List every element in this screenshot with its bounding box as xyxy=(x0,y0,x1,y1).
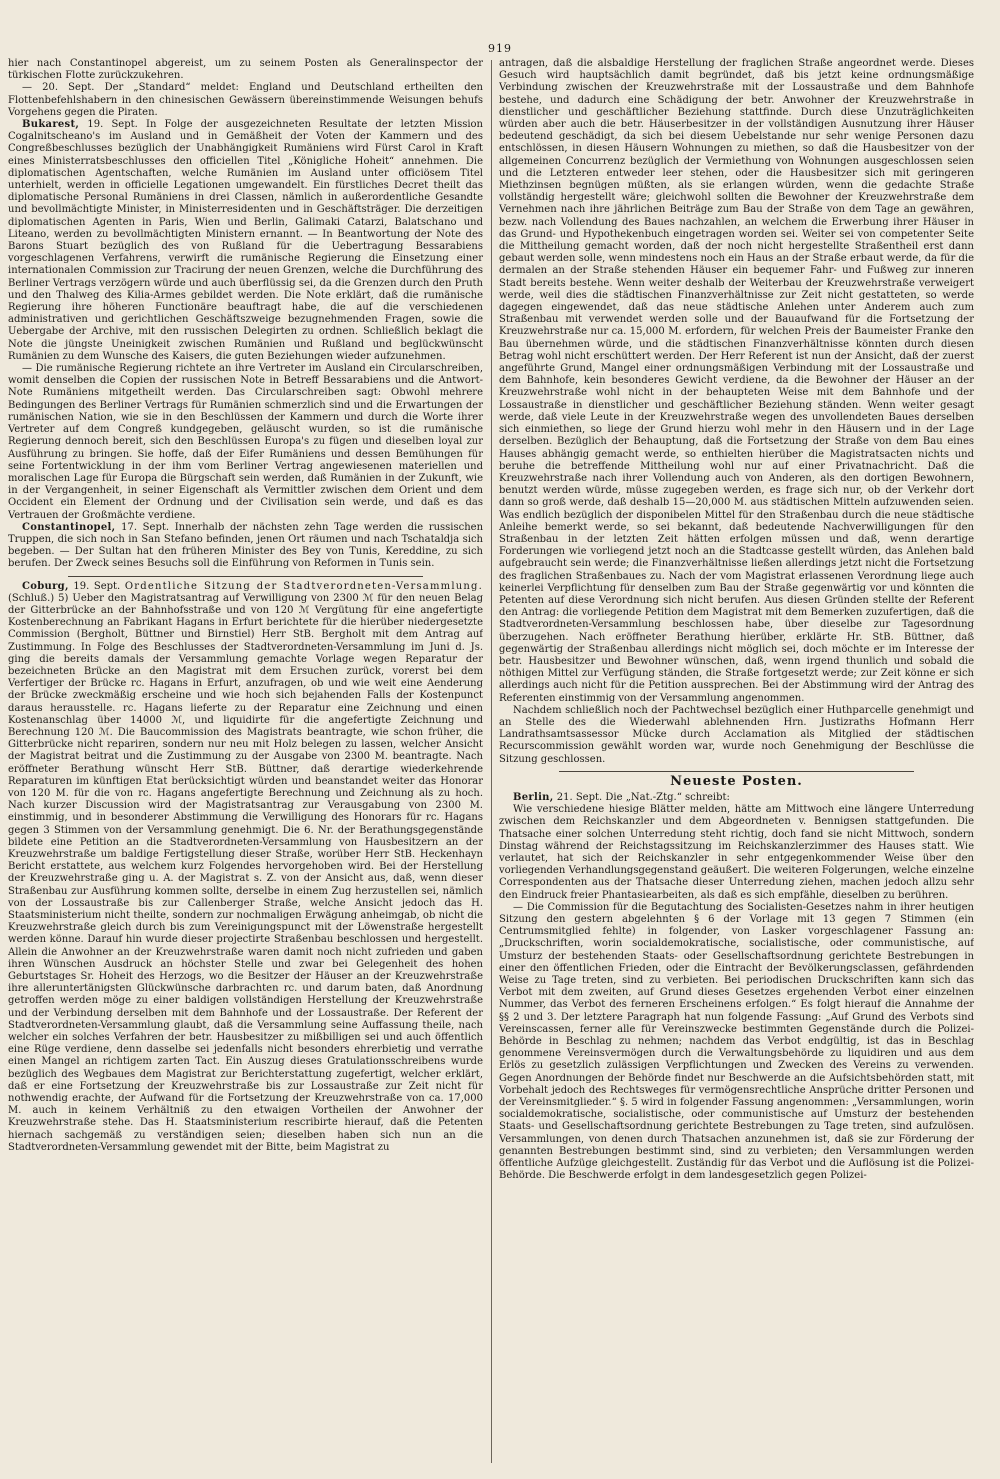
article-text: (Schluß.) 5) Ueber den Magistratsantrag auf Verwilligung von 2300 ℳ für den neuen Belag der Gitterbrücke an der Bahnhofsstraße und von 120 ℳ Vergütung für eine angefertigte Kostenberechnung an Fabrikant Hagans in Erfurt berichtete für die hierüber niedergesetzte Commission (Bergholt, Büttner und Birnstiel) Herr StB. Bergholt mit dem Antrag auf Zustimmung. In Folge des Beschlusses der Stadtverordneten-Versammlung im Juni d. Js. ging die bereits damals der Versammlung gemachte Vorlage wegen Reparatur der bezeichneten Brücke an den Magistrat mit dem Ersuchen zurück, vorerst bei dem Verfertiger der Brücke rc. Hagans in Erfurt, anzufragen, ob und wie weit eine Aenderung der Brücke zweckmäßig erscheine und wie hoch sich bejahenden Falls der Kostenpunct daraus herausstelle. rc. Hagans lieferte zu der Reparatur eine Zeichnung und einen Kostenanschlag über 14000 ℳ, und liquidirte für die angefertigte Zeichnung und Berechnung 120 ℳ. Die Baucommission des Magistrats beantragte, wie schon früher, die Gitterbrücke nicht repariren, sondern nur neu mit Holz belegen zu lassen, welcher Ansicht der Magistrat beitrat und die Zustimmung zu der Ausgabe von 2300 M. beantragte. Nach eröffneter Berathung wünscht Herr StB. Büttner, daß derartige wiederkehrende Reparaturen im künftigen Etat berücksichtigt würden und beanstandet weiter das Honorar von 120 M. für die von rc. Hagans angefertigte Berechnung und Zeichnung als zu hoch. Nach kurzer Discussion wird der Magistratsantrag zur Verausgabung von 2300 M. einstimmig, und in besonderer Abstimmung die Verwilligung des Honorars für rc. Hagans gegen 3 Stimmen von der Versammlung genehmigt. Die 6. Nr. der Berathungsgegenstände bildete eine Petition an die Stadtverordneten-Versammlung von Hausbesitzern an der Kreuzwehrstraße um baldige Fertigstellung dieser Straße, worüber Herr StB. Heckenhayn Bericht erstattete, aus welchem kurz Folgendes hervorgehoben wird. Bei der Herstellung der Kreuzwehrstraße ging u. A. der Magistrat s. Z. von der Ansicht aus, daß, wenn dieser Straßenbau zur Ausführung kommen sollte, derselbe in einem Zug herzustellen sei, nämlich von der Lossaustraße bis zur Callenberger Straße, welche Ansicht jedoch das H. Staatsministerium nicht theilte, sondern zur nochmaligen Erwägung anheimgab, ob nicht die Kreuzwehrstraße gleich durch bis zum Vereinigungspunct mit der Löwenstraße hergestellt werden könne. Darauf hin wurde dieser projectirte Straßenbau beschlossen und hergestellt. Allein die Anwohner an der Kreuzwehrstraße waren damit noch nicht zufrieden und gaben ihren Wünschen Ausdruck an höchster Stelle und zwar bei Gelegenheit des hohen Geburtstages Sr. Hoheit des Herzogs, wo die Besitzer der Häuser an der Kreuzwehrstraße ihre alleruntertänigsten Glückwünsche darbrachten rc. und darum baten, daß Anordnung getroffen werden möge zu einer baldigen vollständigen Herstellung der Kreuzwehrstraße und der Verbindung derselben mit dem Bahnhofe und der Lossaustraße. Der Referent der Stadtverordneten-Versammlung glaubt, daß die Versammlung seine Auffassung theile, nach welcher ein solches Verfahren der betr. Hausbesitzer zu mißbilligen sei und auch öffentlich eine Rüge verdiene, denn dasselbe sei jedenfalls nicht besonders ehrerbietig und verrathe einen Mangel an richtigem zarten Tact. Ein Auszug dieses Gratulationsschreibens wurde bezüglich des Wegbaues dem Magistrat zur Berichterstattung zugefertigt, welcher erklärt, daß er eine Fortsetzung der Kreuzwehrstraße bis zur Lossaustraße zur Zeit nicht für nothwendig erachte, der Aufwand für die Fortsetzung der Kreuzwehrstraße von ca. 17,000 M. auch in keinem Verhältniß zu den etwaigen Vortheilen der Anwohner der Kreuzwehrstraße stehe. Das H. Staatsministerium rescribirte hierauf, daß die Petenten hiernach sachgemäß zu verständigen seien; dieselben haben sich nun an die Stadtverordneten-Versammlung gewendet mit der Bitte, beim Magistrat zu xyxy=(8,592,483,1153)
article-coburg xyxy=(8,581,483,1155)
right-column xyxy=(499,58,974,1465)
page-number: 919 xyxy=(488,42,512,55)
article-paragraph: — 20. Sept. Der „Standard“ meldet: England und Deutschland ertheilten den Flottenbefehlshabern in den chinesischen Gewässern übereinstimmende Weisungen behufs Vorgehens gegen die Piraten. xyxy=(8,82,483,118)
article-paragraph: — Die Commission für die Begutachtung des Socialisten-Gesetzes nahm in ihrer heutigen Sitzung den gestern abgelehnten § 6 der Vorlage mit 13 gegen 7 Stimmen (ein Centrumsmitglied fehlte) in folgender, von Lasker vorgeschlagener Fassung an: „Druckschriften, worin socialdemokratische, socialistische, oder communistische, auf Umsturz der bestehenden Staats- oder Gesellschaftsordnung gerichtete Bestrebungen in einer den öffentlichen Frieden, oder die Eintracht der Bevölkerungsclassen, gefährdenden Weise zu Tage treten, sind zu verbieten. Bei periodischen Druckschriften kann sich das Verbot mit dem zweiten, auf Grund dieses Gesetzes ergehenden Verbot einer einzelnen Nummer, das Verbot des ferneren Erscheinens erfolgen.“ Es folgt hierauf die Annahme der §§ 2 und 3. Der letztere Paragraph hat nun folgende Fassung: „Auf Grund des Verbots sind Vereinscassen, ferner alle für Vereinszwecke bestimmten Gegenstände durch die Polizei-Behörde in Beschlag zu nehmen; nachdem das Verbot endgültig, ist das in Beschlag genommene Vereinsvermögen durch die Verwaltungsbehörde zu liquidiren und aus dem Erlös zu gesetzlich zulässigen Verpflichtungen und Zwecken des Vereins zu verwenden. Gegen Anordnungen der Behörde findet nur Beschwerde an die Aufsichtsbehörden statt, mit Vorbehalt jedoch des Rechtsweges für vermögensrechtliche Ansprüche dritter Personen und der Vereinsmitglieder.“ §. 5 wird in folgender Fassung angenommen: „Versammlungen, worin socialdemokratische, socialistische, oder communistische auf Umsturz der bestehenden Staats- und Gesellschaftsordnung gerichtete Bestrebungen zu Tage treten, sind aufzulösen. Versammlungen, von denen durch Thatsachen anzunehmen ist, daß sie zur Förderung der genannten Bestrebungen bestimmt sind, sind zu verbieten; den Versammlungen werden öffentliche Aufzüge gleichgestellt. Zuständig für das Verbot und die Auflösung ist die Polizei-Behörde. Die Beschwerde erfolgt in dem landesgesetzlich gegen Polizei- xyxy=(499,901,974,1182)
article-paragraph: Wie verschiedene hiesige Blätter melden, hätte am Mittwoch eine längere Unterredung zwischen dem Reichskanzler und dem Abgeordneten v. Bennigsen stattgefunden. Die Thatsache einer solchen Unterredung steht richtig, doch fand sie nicht Mittwoch, sondern Dinstag während der Reichstagssitzung im Reichskanzlerzimmer des Hauses statt. Wie verlautet, hat sich der Reichskanzler in sehr entgegenkommender Weise über den vorliegenden Verhandlungsgegenstand geäußert. Die weiteren Folgerungen, welche einzelne Correspondenten aus der Thatsache dieser Unterredung ziehen, machen jedoch allzu sehr den Eindruck freier Phantasiearbeiten, als daß es sich empfähle, dieselben zu berühren. xyxy=(499,804,974,901)
section-rule xyxy=(68,576,423,577)
date: 19. Sept. xyxy=(87,119,138,131)
date: 21. Sept. xyxy=(556,791,603,803)
date: 19. Sept. xyxy=(73,580,121,592)
section-rule xyxy=(559,771,914,772)
article-berlin xyxy=(499,792,974,804)
article-text: Innerhalb der nächsten zehn Tage werden die russischen Truppen, die sich noch in San Stefano befinden, jenen Ort räumen und nach Tschataldja sich begeben. — Der Sultan hat den früheren Minister des Bey von Tunis, Kereddine, zu sich berufen. Der Zweck seines Besuchs soll die Einführung von Reformen in Tunis sein. xyxy=(8,521,483,570)
article-constantinopel xyxy=(8,522,483,571)
article-lead: Die „Nat.-Ztg.“ schreibt: xyxy=(605,791,730,803)
dateline: Berlin, xyxy=(513,791,554,803)
column-divider xyxy=(491,60,492,1463)
article-paragraph: — Die rumänische Regierung richtete an ihre Vertreter im Ausland ein Circularschreiben, womit denselben die Copien der russischen Note in Betreff Bessarabiens und die Antwort-Note Rumäniens mitgetheilt werden. Das Circularschreiben sagt: Obwohl mehrere Bedingungen des Berliner Vertrags für Rumänien schmerzlich sind und die Erwartungen der rumänischen Nation, wie sie in den Beschlüssen der Kammern und durch die Worte ihrer Vertreter auf dem Congreß kundgegeben, geläuscht wurden, so ist die rumänische Regierung dennoch bereit, sich den Beschlüssen Europa's zu fügen und dieselben loyal zur Ausführung zu bringen. Sie hoffe, daß der Eifer Rumäniens und dessen Bemühungen für seine Fortentwicklung in der ihm vom Berliner Vertrag angewiesenen materiellen und moralischen Lage für Europa die Bürgschaft sein werden, daß Rumänien in der Zukunft, wie in der Vergangenheit, in seiner Eigenschaft als Vermittler zwischen dem Orient und dem Occident ein Element der Ordnung und der Civilisation sein werde, und daß es das Vertrauen der Großmächte verdiene. xyxy=(8,363,483,521)
article-paragraph: Nachdem schließlich noch der Pachtwechsel bezüglich einer Huthparcelle genehmigt und an Stelle des die Wiederwahl ablehnenden Hrn. Justizraths Hofmann Herr Landrathsamtsassessor Mücke durch Acclamation als Mitglied der städtischen Recurscommission gewählt worden war, wurde noch Genehmigung der Beschlüsse die Sitzung geschlossen. xyxy=(499,704,974,765)
dateline: Bukarest, xyxy=(22,119,80,131)
article-paragraph: antragen, daß die alsbaldige Herstellung der fraglichen Straße angeordnet werde. Dieses Gesuch wird hauptsächlich damit begründet, daß bis jetzt keine ordnungsmäßige Verbindung zwischen der Kreuzwehrstraße mit der Lossaustraße und dem Bahnhofe bestehe, und dadurch eine Schädigung der betr. Anwohner der Kreuzwehrstraße in dienstlicher und geschäftlicher Beziehung stattfinde. Durch diese Unzuträglichkeiten würden aber auch die betr. Häuserbesitzer in der vollständigen Ausnutzung ihrer Häuser bedeutend geschädigt, da sich bei diesem Uebelstande nur sehr wenige Personen dazu entschlössen, in diesen Häusern Wohnungen zu miethen, so daß die Hausbesitzer von der allgemeinen Concurrenz bezüglich der Vermiethung von Wohnungen ausgeschlossen seien und die Letzteren entweder leer stehen, oder die Hausbesitzer sich mit geringeren Miethzinsen begnügen müßten, als sie erlangen würden, wenn die gedachte Straße vollständig hergestellt wäre; gleichwohl sollten die Bewohner der Kreuzwehrstraße dem Vernehmen nach ihre jährlichen Beiträge zum Bau der Straße von dem Tage an gewähren, bezw. nach Vollendung des Baues nachzahlen, an welchem die Erwerbung ihrer Häuser in das Grund- und Hypothekenbuch eingetragen worden sei. Weiter sei von competenter Seite die Mittheilung gemacht worden, daß der noch nicht hergestellte Straßentheil erst dann gebaut werden solle, wenn mindestens noch ein Haus an der Straße erbaut werde, da für die dermalen an der Straße stehenden Häuser ein bequemer Fahr- und Fußweg zur inneren Stadt bereits bestehe. Wenn weiter deshalb der Weiterbau der Kreuzwehrstraße verweigert werde, weil dies die städtischen Finanzverhältnisse zur Zeit nicht gestatteten, so werde dagegen eingewendet, daß das neue städtische Anlehen unter Anderem auch zum Straßenbau mit verwendet werden solle und der Bauaufwand für die Fortsetzung der Kreuzwehrstraße nur ca. 15,000 M. erfordern, für welchen Preis der Baumeister Franke den Bau übernehmen würde, und die städtischen Finanzverhältnisse könnten durch diesen Betrag wohl nicht erschüttert werden. Der Herr Referent ist nun der Ansicht, daß der zuerst angeführte Grund, Mangel einer ordnungsmäßigen Verbindung mit der Lossaustraße und dem Bahnhofe, kein besonderes Gewicht verdiene, da die Bewohner der Häuser an der Kreuzwehrstraße wohl nicht in der behaupteten Weise mit dem Bahnhofe und der Lossaustraße in dienstlicher und geschäftlicher Beziehung ständen. Wenn weiter gesagt werde, daß viele Leute in der Kreuzwehrstraße wegen des unvollendeten Baues derselben sich einmiethen, so liege der Grund hierzu wohl mehr in den Häusern und in der Lage derselben. Bezüglich der Behauptung, daß die Fortsetzung der Straße von dem Bau eines Hauses abhängig gemacht werde, so enthielten hierüber die Magistratsacten nichts und beruhe die betreffende Mittheilung wohl nur auf einer Privatnachricht. Daß die Kreuzwehrstraße nach ihrer Vollendung auch von Anderen, als den dortigen Bewohnern, benutzt werden würde, müsse zugegeben werden, es frage sich nur, ob der Verkehr dort dann so groß werde, daß deshalb 15—20,000 M. aus städtischen Mitteln aufzuwenden seien. Was endlich bezüglich der disponibelen Mittel für den Straßenbau durch die neue städtische Anleihe bemerkt werde, so sei bekannt, daß bedeutende Nachverwilligungen für den Straßenbau in der letzten Zeit hätten erfolgen müssen und daß, wenn derartige Forderungen wie vorliegend jetzt noch an die Stadtcasse gestellt würden, das Anlehen bald aufgebraucht sein werde; die Finanzverhältnisse ließen allerdings jetzt nicht die Fortsetzung des fraglichen Straßenbaues zu. Nach der vom Magistrat erlassenen Verordnung liege auch keinerlei Verpflichtung für denselben zum Bau der Straße gegenwärtig vor und könnten die Petenten auf diese Verordnung sich nicht berufen. Aus diesen Gründen stellte der Referent den Antrag: die vorliegende Petition dem Magistrat mit dem Bemerken zuzufertigen, daß die Stadtverordneten-Versammlung beschlossen habe, über dieselbe zur Tagesordnung überzugehen. Nach eröffneter Berathung hierüber, erklärte Hr. StB. Büttner, daß gegenwärtig der Straßenbau allerdings nicht möglich sei, doch möchte er im Interesse der betr. Hausbesitzer und Bewohner wünschen, daß, wenn irgend thunlich und sobald die nöthigen Mittel zur Verfügung ständen, die Straße fortgesetzt werde; zur Zeit könne er sich allerdings auch nicht für die Petition aussprechen. Bei der Abstimmung wird der Antrag des Referenten einstimmig von der Versammlung angenommen. xyxy=(499,58,974,704)
dateline: Coburg, xyxy=(22,580,69,592)
article-text: In Folge der ausgezeichneten Resultate der letzten Mission Cogalnitscheano's im Ausland und in Gemäßheit der Voten der Kammern und des Congreßbeschlusses bezüglich der Unabhängigkeit Rumäniens wird Fürst Carol in Kraft eines Ministerratsbeschlusses den officiellen Titel „Königliche Hoheit“ annehmen. Die diplomatischen Agentschaften, welche Rumänien im Ausland unter officiösem Titel unterhielt, werden in officielle Legationen umgewandelt. Ein fürstliches Decret theilt das diplomatische Personal Rumäniens in drei Classen, nämlich in außerordentliche Gesandte und bevollmächtigte Minister, in Ministerresidenten und in Geschäftsträger. Die derzeitigen diplomatischen Agenten in Paris, Wien und Berlin, Galimaki Catarzi, Balatschano und Liteano, werden zu bevollmächtigten Ministern ernannt. — In Beantwortung der Note des Barons Stuart bezüglich des von Rußland für die Uebertragung Bessarabiens vorgeschlagenen Verfahrens, verwirft die rumänische Regierung die Einsetzung einer internationalen Commission zur Tracirung der neuen Grenzen, welche die Durchführung des Berliner Vertrags verzögern würde und auch überflüssig sei, da die Grenzen durch den Pruth und den Thalweg des Kilia-Armes gebildet werden. Die Note erklärt, daß die rumänische Regierung ihre höheren Functionäre beauftragt habe, die auf die verschiedenen administrativen und gerichtlichen Geschäftszweige bezugnehmenden Fragen, sowie die Uebergabe der Archive, mit den russischen Delegirten zu ordnen. Schließlich beklagt die Note die jüngste Uneinigkeit zwischen Rumänien und Rußland und beglückwünscht Rumänien zu dem Wunsche des Kaisers, die guten Beziehungen wieder aufzunehmen. xyxy=(8,119,483,362)
dateline: Constantinopel, xyxy=(22,521,116,533)
section-title: Neueste Posten. xyxy=(670,773,803,789)
left-column xyxy=(8,58,483,1465)
article-heading: Ordentliche Sitzung der Stadtverordneten-Versammlung. xyxy=(124,580,483,592)
article-paragraph: hier nach Constantinopel abgereist, um zu seinem Posten als Generalinspector der türkischen Flotte zurückzukehren. xyxy=(8,58,483,82)
article-bukarest xyxy=(8,119,483,363)
date: 17. Sept. xyxy=(121,521,170,533)
